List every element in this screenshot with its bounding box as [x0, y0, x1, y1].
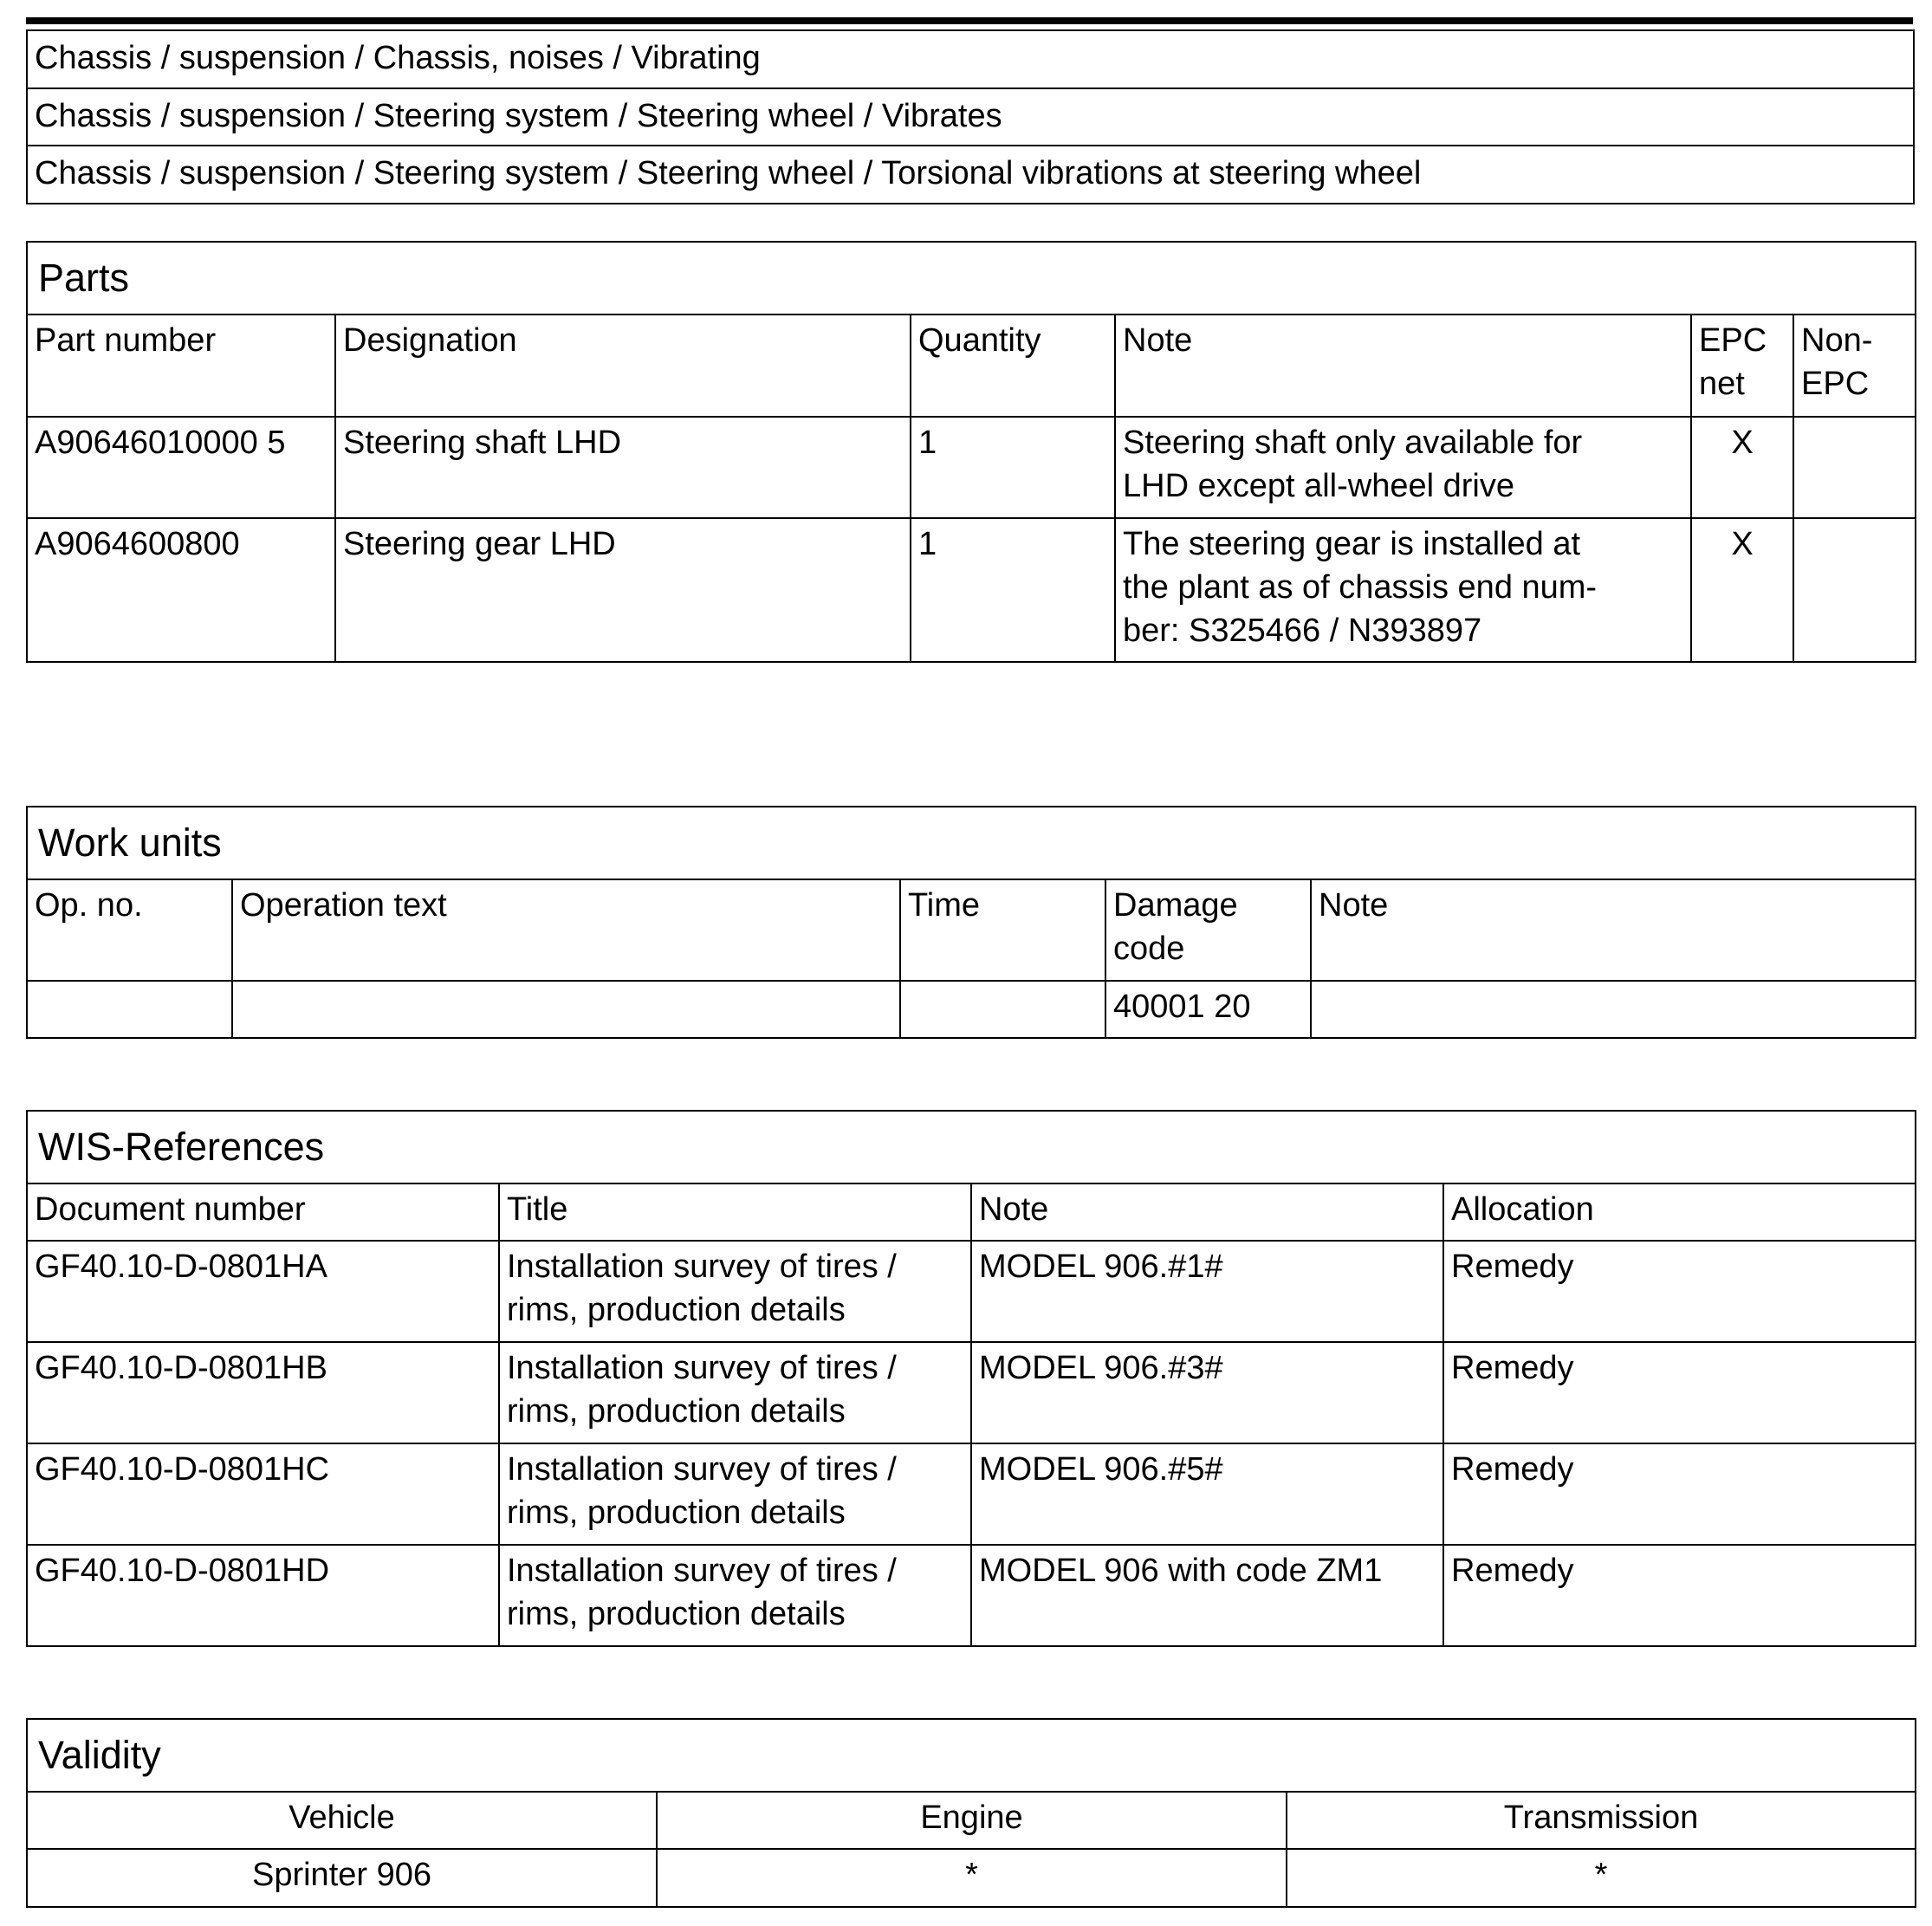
damage-code-cell: 40001 20: [1105, 981, 1311, 1038]
wis-references-section-title: WIS-References: [27, 1111, 1916, 1183]
parts-header-row: [27, 315, 1916, 417]
transmission-cell: *: [1287, 1849, 1916, 1907]
quantity-cell: 1: [911, 518, 1115, 662]
col-header-allocation: Allocation: [1443, 1183, 1916, 1241]
col-header-part-number: Part number: [27, 315, 335, 417]
work-units-table: [26, 806, 1916, 1039]
note-cell: MODEL 906.#3#: [971, 1342, 1443, 1443]
header-line: Non-: [1801, 322, 1873, 359]
col-header-damage-code: [1105, 879, 1311, 981]
table-row: [27, 1545, 1916, 1646]
title-line: Installation survey of tires /: [507, 1350, 897, 1386]
wis-references-table: [26, 1110, 1916, 1647]
header-line: Damage: [1113, 887, 1238, 924]
part-number-cell: A9064600800: [27, 518, 335, 662]
allocation-cell: Remedy: [1443, 1241, 1916, 1342]
title-cell: [499, 1342, 971, 1443]
epc-net-cell: X: [1691, 518, 1793, 662]
parts-table: [26, 241, 1916, 663]
table-row: [27, 1849, 1916, 1907]
operation-text-cell: [232, 981, 900, 1038]
col-header-engine: Engine: [657, 1792, 1287, 1849]
title-cell: [499, 1545, 971, 1646]
validity-header-row: [27, 1792, 1916, 1849]
header-line: EPC: [1801, 366, 1870, 402]
col-header-designation: Designation: [335, 315, 911, 417]
table-row: [27, 417, 1916, 518]
table-row: [27, 981, 1916, 1038]
vehicle-cell: Sprinter 906: [27, 1849, 657, 1907]
validity-table: [26, 1718, 1916, 1908]
table-row: [27, 1241, 1916, 1342]
header-line: code: [1113, 931, 1185, 967]
time-cell: [900, 981, 1105, 1038]
non-epc-cell: [1793, 417, 1916, 518]
non-epc-cell: [1793, 518, 1916, 662]
note-cell: [1115, 518, 1691, 662]
validity-section-title: Validity: [27, 1719, 1916, 1792]
document-number-cell: GF40.10-D-0801HB: [27, 1342, 499, 1443]
col-header-title: Title: [499, 1183, 971, 1241]
note-cell: [1311, 981, 1916, 1038]
title-line: Installation survey of tires /: [507, 1553, 897, 1589]
col-header-note: Note: [971, 1183, 1443, 1241]
note-line: Steering shaft only available for: [1123, 425, 1583, 461]
work-units-section-title: Work units: [27, 807, 1916, 879]
designation-cell: Steering gear LHD: [335, 518, 911, 662]
symptom-path: Chassis / suspension / Chassis, noises / Vibrating: [27, 30, 1914, 88]
col-header-time: Time: [900, 879, 1105, 981]
note-line: LHD except all-wheel drive: [1123, 468, 1514, 504]
note-cell: MODEL 906 with code ZM1: [971, 1545, 1443, 1646]
symptom-table: [26, 29, 1915, 204]
col-header-note: Note: [1311, 879, 1916, 981]
epc-net-cell: X: [1691, 417, 1793, 518]
note-line: The steering gear is installed at: [1123, 526, 1581, 562]
col-header-note: Note: [1115, 315, 1691, 417]
header-line: EPC: [1699, 322, 1767, 359]
quantity-cell: 1: [911, 417, 1115, 518]
document-number-cell: GF40.10-D-0801HD: [27, 1545, 499, 1646]
note-cell: [1115, 417, 1691, 518]
allocation-cell: Remedy: [1443, 1545, 1916, 1646]
op-no-cell: [27, 981, 232, 1038]
col-header-epc-net: [1691, 315, 1793, 417]
table-row: [27, 1342, 1916, 1443]
col-header-transmission: Transmission: [1287, 1792, 1916, 1849]
note-line: the plant as of chassis end num-: [1123, 569, 1598, 606]
table-row: [27, 518, 1916, 662]
wis-header-row: [27, 1183, 1916, 1241]
col-header-document-number: Document number: [27, 1183, 499, 1241]
col-header-op-no: Op. no.: [27, 879, 232, 981]
top-rule: [26, 17, 1913, 24]
title-line: rims, production details: [507, 1495, 846, 1531]
title-line: Installation survey of tires /: [507, 1451, 897, 1488]
designation-cell: Steering shaft LHD: [335, 417, 911, 518]
allocation-cell: Remedy: [1443, 1443, 1916, 1545]
title-cell: [499, 1241, 971, 1342]
symptom-path: Chassis / suspension / Steering system / Steering wheel / Torsional vibrations at steering wheel: [27, 146, 1914, 204]
col-header-quantity: Quantity: [911, 315, 1115, 417]
document-number-cell: GF40.10-D-0801HC: [27, 1443, 499, 1545]
symptom-path: Chassis / suspension / Steering system / Steering wheel / Vibrates: [27, 88, 1914, 146]
parts-section-title: Parts: [27, 242, 1916, 315]
part-number-cell: A90646010000 5: [27, 417, 335, 518]
title-line: Installation survey of tires /: [507, 1248, 897, 1285]
table-row: [27, 1443, 1916, 1545]
allocation-cell: Remedy: [1443, 1342, 1916, 1443]
work-units-header-row: [27, 879, 1916, 981]
col-header-non-epc: [1793, 315, 1916, 417]
header-line: net: [1699, 366, 1745, 402]
note-cell: MODEL 906.#5#: [971, 1443, 1443, 1545]
title-cell: [499, 1443, 971, 1545]
title-line: rims, production details: [507, 1292, 846, 1328]
col-header-operation-text: Operation text: [232, 879, 900, 981]
engine-cell: *: [657, 1849, 1287, 1907]
col-header-vehicle: Vehicle: [27, 1792, 657, 1849]
title-line: rims, production details: [507, 1596, 846, 1632]
note-cell: MODEL 906.#1#: [971, 1241, 1443, 1342]
title-line: rims, production details: [507, 1393, 846, 1430]
document-number-cell: GF40.10-D-0801HA: [27, 1241, 499, 1342]
note-line: ber: S325466 / N393897: [1123, 613, 1482, 649]
